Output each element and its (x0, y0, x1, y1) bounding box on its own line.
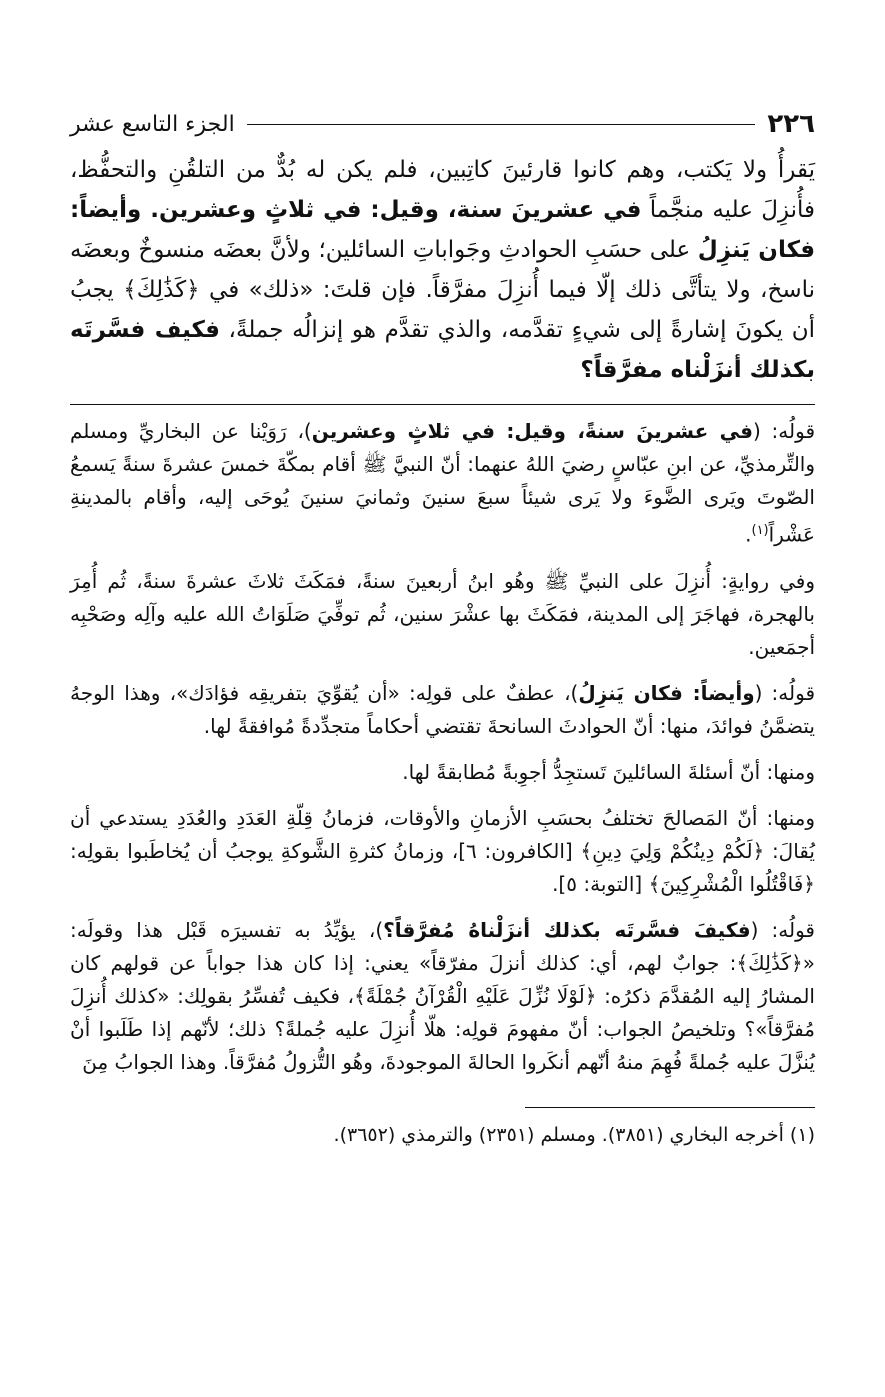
commentary (70, 415, 815, 1079)
commentary-paragraph: وفي روايةٍ: أُنزِلَ على النبيِّ ﷺ وهُو ابنُ أربعينَ سنةً، فمَكَثَ ثلاثَ عشرةَ سنةً، ثُم أُمِرَ بالهجرة، فهاجَرَ إلى المدينة، فمَكَثَ بها عشْرَ سنين، ثُم توفِّيَ صَلَوَاتُ الله عليه وآلِه وصَحْبِه أجمَعين. (70, 568, 815, 659)
header-rule (247, 124, 756, 125)
commentary-text: )، عطفٌ على قولِه: «أن يُقوِّيَ بتفريقِه فؤادَك»، وهذا الوجهُ يتضمَّنُ فوائدَ، منها: أنّ الحوادثَ السانحةَ تقتضي أحكاماً متجدِّدةً مُوافقةً لها. (70, 680, 815, 738)
main-text-divider (70, 404, 815, 405)
main-text-part: على حسَبِ الحوادثِ وجَواباتِ السائلين؛ ولأنَّ بعضَه منسوخٌ وبعضَه ناسخ، ولا يتأتَّى ذلك إلّا فيما أُنزِلَ مفرَّقاً. فإن قلتَ: «ذلك» في ﴿كَذَٰلِكَ﴾ يجبُ أن يكونَ إشارةً إلى شيءٍ تقدَّمه، والذي تقدَّم هو إنزالُه جملةً، (70, 237, 815, 343)
commentary-paragraph (70, 415, 815, 552)
commentary-paragraph: ومنها: أنّ أسئلةَ السائلينَ تَستجِدُّ أجوِبةً مُطابقةً لها. (402, 759, 815, 784)
main-text (70, 150, 815, 390)
commentary-paragraph: ومنها: أنّ المَصالحَ تختلفُ بحسَبِ الأزمانِ والأوقات، فزمانُ قِلّةِ العَدَدِ والعُدَدِ يستدعي أن يُقالَ: ﴿لَكُمْ دِينُكُمْ وَلِيَ دِينِ﴾ [الكافرون: ٦]، وزمانُ كثرةِ الشَّوكةِ يوجبُ أن يُخاطَبوا بقولِه: ﴿فَاقْتُلُوا الْمُشْرِكِينَ﴾ [التوبة: ٥]. (70, 805, 815, 896)
commentary-text: قولُه: ( (752, 419, 816, 443)
page-header (70, 104, 815, 144)
commentary-quote: وأيضاً: فكان يَنزِلُ (578, 680, 755, 705)
commentary-quote: في عشرينَ سنةً، وقيل: في ثلاثٍ وعشرين (311, 419, 753, 443)
footnote: (١) أخرجه البخاري (٣٨٥١). ومسلم (٢٣٥١) والترمذي (٣٦٥٢). (333, 1123, 815, 1146)
commentary-text: )، رَوَيْنا عن البخاريِّ ومسلم والتِّرمذيِّ، عن ابنِ عبّاسٍ رضيَ اللهُ عنهما: أنّ النبيَّ ﷺ أقام بمكّةَ خمسَ عشرةَ سنةً يَسمعُ الصّوتَ ويَرى الضَّوءَ ولا يَرى شيئاً سبعَ سنينَ وثمانيَ سنينَ يُوحَى إليه، وأقام بالمدينةِ عَشْراً (70, 419, 815, 547)
main-text-bold: في عشرينَ سنة، وقيل: في ثلاثٍ وعشرين. وأيضاً: فكان يَنزِلُ (70, 197, 816, 263)
footnote-marker[interactable]: (١) (751, 523, 769, 538)
main-text-bold: فكيف فسَّرتَه بكذلك أنزَلْناه مفرَّقاً؟ (70, 317, 815, 383)
running-title: الجزء التاسع عشر (70, 111, 235, 137)
commentary-paragraph (70, 914, 815, 1079)
page-number: ٢٢٦ (767, 109, 815, 139)
page (70, 104, 815, 1334)
commentary-text: قولُه: ( (754, 680, 816, 705)
commentary-paragraph (70, 677, 815, 743)
commentary-text: )، يؤيِّدُ به تفسيرَه قَبْل هذا وقولَه: «﴿كَذَٰلِكَ﴾: جوابٌ لهم، أي: كذلك أنزلَ مفرّقاً» يعني: إذا كان هذا جواباً عن قولهم كان المشارُ إليه المُقدَّمَ ذكرُه: ﴿لَوْلَا نُزِّلَ عَلَيْهِ الْقُرْآنُ جُمْلَةً﴾، فكيف تُفسِّرُ بقولِك: «كذلك أُنزِلَ مُفرَّقاً»؟ وتلخيصُ الجواب: أنّ مفهومَ قولِه: هلّا أُنزِلَ عليه جُملةً؟ ذلك؛ لأنّهم إذا طَلَبوا أنْ يُنزَّلَ عليه جُملةً فُهِمَ منهُ أنّهم أنكَروا الحالةَ الموجودةَ، وهُو التُّزولُ مُفرَّقاً. وهذا الجوابُ مِنَ (70, 917, 815, 1074)
commentary-text: . (745, 522, 752, 547)
commentary-quote: فكيفَ فسَّرتَه بكذلك أنزَلْناهُ مُفرَّقاً؟ (383, 917, 751, 942)
commentary-text: قولُه: ( (750, 917, 815, 942)
main-text-part: يَقرأُ ولا يَكتب، وهم كانوا قارئينَ كاتِبين، فلم يكن له بُدٌّ من التلقُنِ والتحفُّظ، فأُنزِلَ عليه منجَّماً (70, 157, 815, 223)
footnote-divider (525, 1107, 815, 1108)
